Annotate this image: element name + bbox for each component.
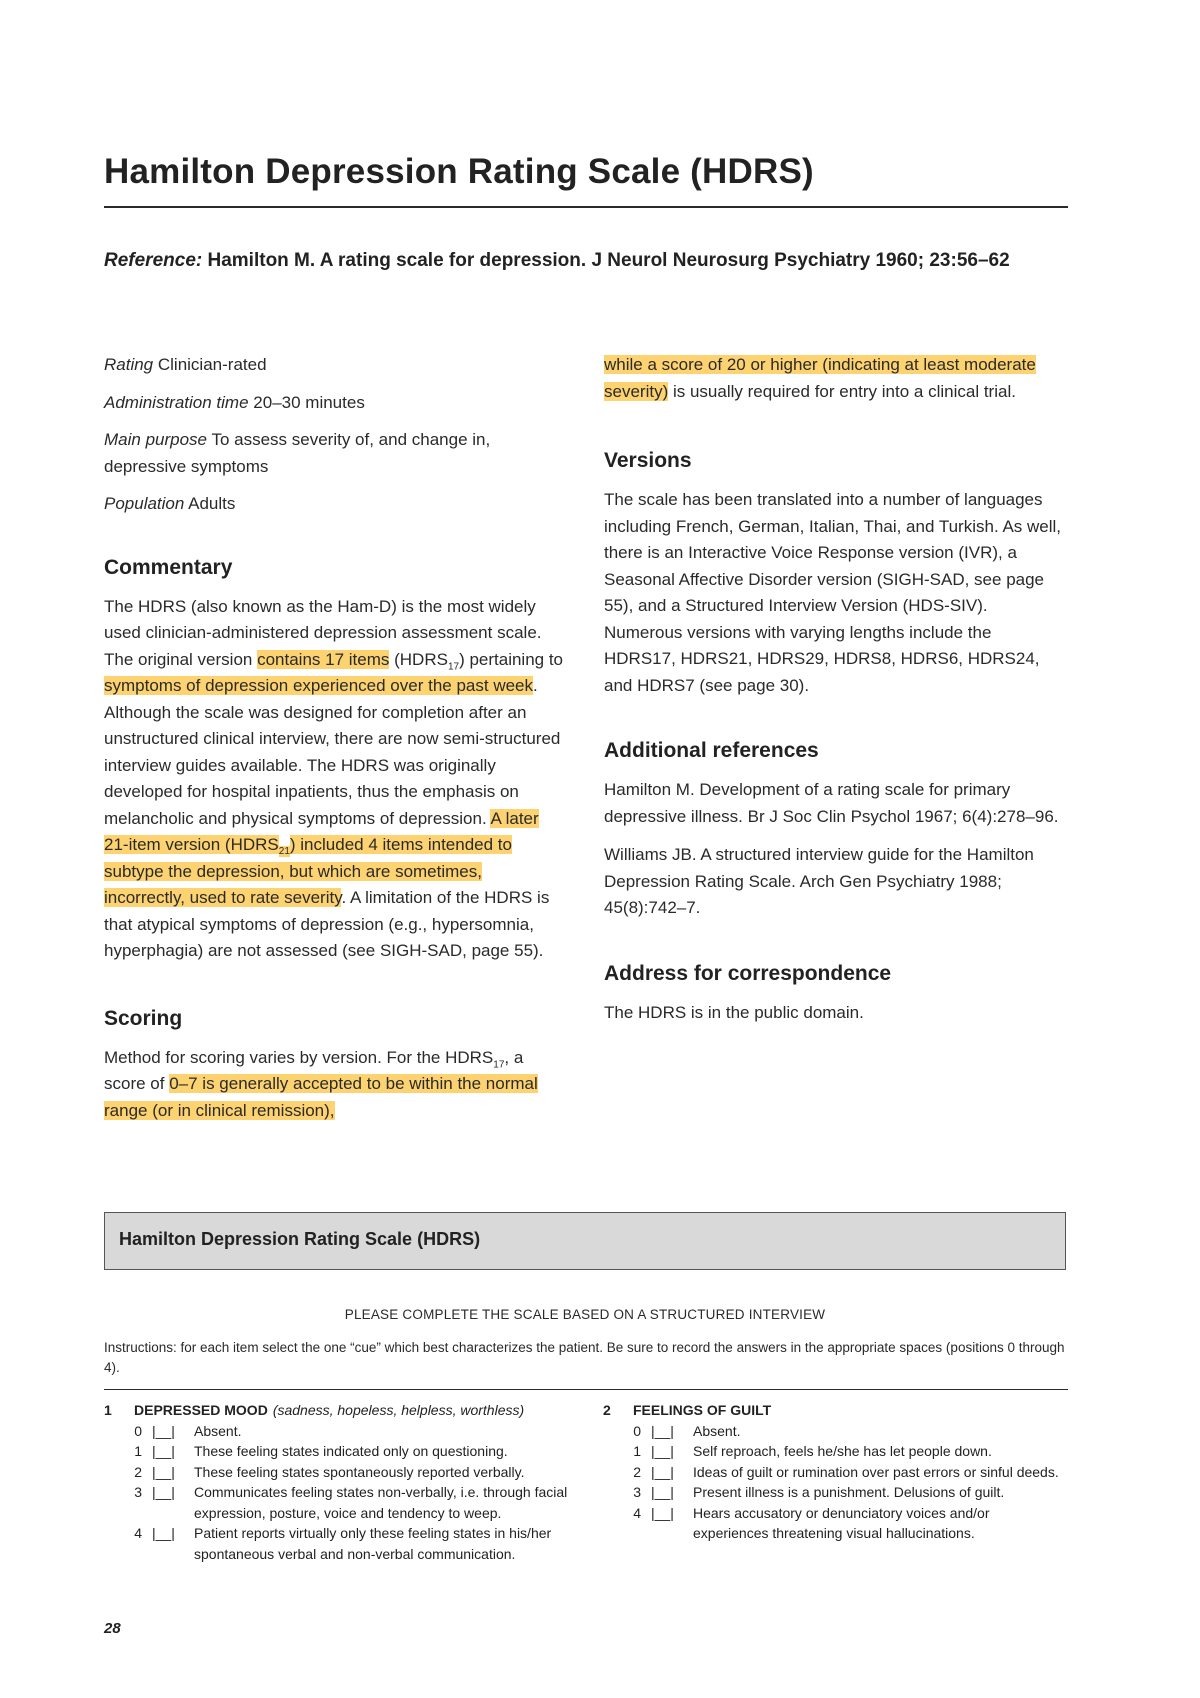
meta-rating (104, 352, 564, 379)
scale-title-box (104, 1212, 1066, 1270)
scale-item-depressed-mood (104, 1400, 574, 1564)
option-score: 2 (134, 1463, 142, 1480)
answer-box[interactable]: |__| (152, 1443, 175, 1459)
scoring-text-3: is usually required for entry into a clinical trial. (668, 381, 1016, 401)
option-row[interactable] (104, 1421, 574, 1442)
option-text: Ideas of guilt or rumination over past errors or sinful deeds. (693, 1463, 1059, 1480)
option-score: 1 (633, 1443, 641, 1459)
right-column (604, 352, 1066, 1026)
answer-box[interactable]: |__| (152, 1463, 175, 1480)
additional-reference-1: Hamilton M. Development of a rating scale for primary depressive illness. Br J Soc Clin Psychol 1967; 6(4):278–96. (604, 780, 1059, 826)
option-score: 3 (134, 1484, 142, 1500)
reference-label: Reference: (104, 250, 203, 271)
item-header (603, 1400, 1067, 1421)
option-score: 1 (134, 1443, 142, 1459)
address-text: The HDRS is in the public domain. (604, 1002, 864, 1022)
scoring-continued (604, 352, 1066, 405)
option-row[interactable] (603, 1482, 1067, 1503)
commentary-text (104, 594, 564, 965)
meta-admin-label: Administration time (104, 392, 249, 412)
option-row[interactable] (104, 1462, 574, 1483)
option-text: Absent. (194, 1422, 242, 1439)
reference-text: Hamilton M. A rating scale for depression. J Neurol Neurosurg Psychiatry 1960; 23:56–62 (207, 250, 1010, 271)
meta-rating-value: Clinician-rated (157, 355, 267, 374)
option-text: These feeling states indicated only on questioning. (194, 1443, 508, 1459)
answer-box[interactable]: |__| (651, 1484, 674, 1500)
option-score: 4 (633, 1504, 641, 1521)
answer-box[interactable]: |__| (651, 1463, 674, 1480)
scale-box-title: Hamilton Depression Rating Scale (HDRS) (119, 1229, 481, 1249)
option-text: These feeling states spontaneously reported verbally. (194, 1463, 525, 1480)
scoring-text (104, 1045, 564, 1125)
commentary-text-1: The HDRS (also known as the Ham-D) is the most widely used clinician-administered depression assessment scale. The original version (104, 596, 542, 669)
page-title: Hamilton Depression Rating Scale (HDRS) (104, 152, 814, 191)
option-row[interactable] (104, 1441, 574, 1462)
versions-text: The scale has been translated into a number of languages including French, German, Italian, Thai, and Turkish. As well, there is an Interactive Voice Response version (IVR), a Seasonal Affective Disorder version (SIGH-SAD, see page 55), and a Structured Interview Version (HDS-SIV). Numerous versions with varying lengths include the HDRS17, HDRS21, HDRS29, HDRS8, HDRS6, HDRS24, and HDRS7 (see page 30). (604, 490, 1062, 695)
option-row[interactable] (603, 1503, 1067, 1544)
answer-box[interactable]: |__| (152, 1422, 175, 1439)
meta-admin-value: 20–30 minutes (253, 392, 365, 412)
highlight-17-items: contains 17 items (257, 649, 390, 669)
meta-population-value: Adults (188, 494, 236, 513)
additional-references-heading: Additional references (604, 739, 819, 762)
meta-admin-time (104, 390, 564, 417)
meta-population-label: Population (104, 494, 185, 513)
commentary-heading: Commentary (104, 555, 233, 579)
highlight-moderate-severity: while a score of 20 or higher (indicating at least moderate severity) (604, 355, 1036, 401)
commentary-text-2: (HDRS (389, 649, 448, 669)
address-heading: Address for correspondence (604, 961, 892, 985)
scoring-text-1: Method for scoring varies by version. For the HDRS (104, 1047, 494, 1067)
reference (104, 247, 1064, 275)
commentary-text-3: ) pertaining to (459, 649, 564, 669)
commentary-text-4: . Although the scale was designed for completion after an unstructured clinical interview, there are now semi-structured interview guides available. The HDRS was originally developed for hospital inpatients, thus the emphasis on melancholic and physical symptoms of depression. (104, 676, 561, 828)
option-text: Self reproach, feels he/she has let people down. (693, 1443, 992, 1459)
title-divider (104, 206, 1068, 208)
option-text: Communicates feeling states non-verbally, i.e. through facial expression, posture, voice and tendency to weep. (194, 1484, 568, 1521)
meta-purpose-label: Main purpose (104, 430, 208, 449)
scoring-heading: Scoring (104, 1006, 183, 1030)
option-row[interactable] (603, 1441, 1067, 1462)
option-score: 0 (134, 1422, 142, 1439)
subscript-17-scoring: 17 (493, 1058, 505, 1070)
answer-box[interactable]: |__| (651, 1443, 674, 1459)
answer-box[interactable]: |__| (651, 1504, 674, 1521)
option-row[interactable] (104, 1523, 574, 1564)
item-header (104, 1400, 574, 1421)
subscript-21: 21 (278, 846, 290, 858)
highlight-subtype-items: ) included 4 items intended to subtype the depression, but which are sometimes, incorrectly, used to rate severity (104, 835, 512, 907)
option-score: 4 (134, 1525, 142, 1541)
additional-reference-2: Williams JB. A structured interview guide for the Hamilton Depression Rating Scale. Arch Gen Psychiatry 1988; 45(8):742–7. (604, 845, 1034, 917)
meta-rating-label: Rating (104, 355, 154, 374)
item-title: DEPRESSED MOOD (134, 1402, 268, 1418)
item-title: FEELINGS OF GUILT (633, 1402, 772, 1418)
highlight-21-item-version: A later 21-item version (HDRS (104, 808, 539, 854)
meta-purpose (104, 427, 564, 480)
left-column (104, 352, 564, 1124)
scale-instructions: Instructions: for each item select the one “cue” which best characterizes the patient. Be sure to record the answers in the appropriate spaces (positions 0 through 4). (104, 1340, 1065, 1375)
versions-heading: Versions (604, 449, 692, 472)
option-text: Hears accusatory or denunciatory voices and/or experiences threatening visual hallucinations. (693, 1504, 990, 1541)
option-row[interactable] (104, 1482, 574, 1523)
option-text: Absent. (693, 1422, 741, 1439)
page-number: 28 (104, 1620, 121, 1637)
item-number: 2 (603, 1402, 611, 1418)
option-row[interactable] (603, 1462, 1067, 1483)
option-score: 2 (633, 1463, 641, 1480)
answer-box[interactable]: |__| (152, 1484, 175, 1500)
item-number: 1 (104, 1402, 112, 1418)
commentary-text-5: . A limitation of the HDRS is that atypical symptoms of depression (e.g., hypersomnia, hyperphagia) are not assessed (see SIGH-SAD, page 55). (104, 888, 550, 960)
meta-population (104, 491, 564, 518)
option-score: 3 (633, 1484, 641, 1500)
answer-box[interactable]: |__| (152, 1525, 175, 1541)
option-score: 0 (633, 1422, 641, 1439)
highlight-symptoms-past-week: symptoms of depression experienced over the past week (104, 676, 534, 695)
scoring-text-2: , a score of (104, 1047, 524, 1093)
option-row[interactable] (603, 1421, 1067, 1442)
answer-box[interactable]: |__| (651, 1422, 674, 1439)
instructions-divider (104, 1389, 1068, 1390)
scale-subtitle: PLEASE COMPLETE THE SCALE BASED ON A STRUCTURED INTERVIEW (344, 1307, 826, 1322)
scale-item-feelings-of-guilt (603, 1400, 1067, 1544)
subscript-17: 17 (447, 660, 460, 672)
option-text: Present illness is a punishment. Delusions of guilt. (693, 1484, 1005, 1500)
meta-purpose-value: To assess severity of, and change in, depressive symptoms (104, 430, 491, 476)
item-subtitle: (sadness, hopeless, helpless, worthless) (272, 1402, 525, 1418)
option-text: Patient reports virtually only these feeling states in his/her spontaneous verbal and non-verbal communication. (194, 1525, 552, 1562)
highlight-normal-range: 0–7 is generally accepted to be within the normal range (or in clinical remission), (104, 1074, 538, 1120)
